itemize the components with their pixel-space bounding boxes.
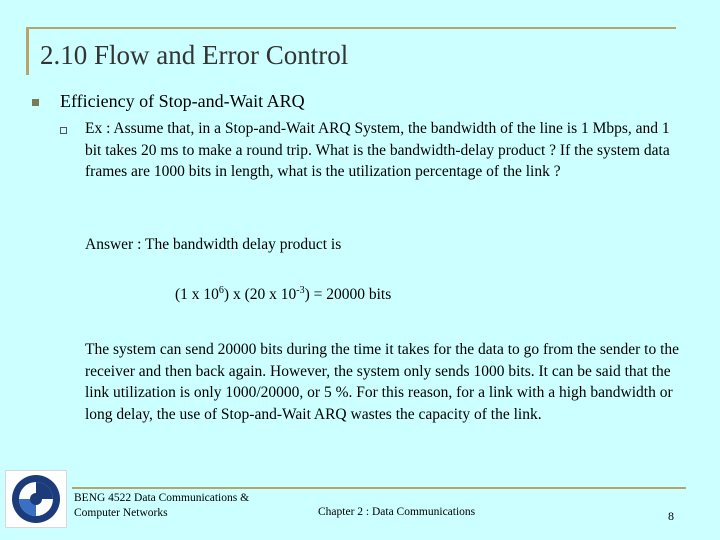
equation-exponent: 6	[218, 284, 224, 296]
footer-course: BENG 4522 Data Communications & Computer Networks	[74, 492, 250, 519]
university-logo-icon	[5, 470, 67, 528]
slide-title: 2.10 Flow and Error Control	[40, 40, 349, 70]
equation	[175, 286, 391, 304]
example-text: Ex : Assume that, in a Stop-and-Wait ARQ System, the bandwidth of the line is 1 Mbps, and 1 bit takes 20 ms to make a round trip. What is the bandwidth-delay product ? If the system data frames are 1000 bits in length, what is the utilization percentage of the link ?	[85, 120, 670, 180]
equation-part: ) x (20 x 10	[223, 286, 297, 303]
footer-divider	[72, 487, 686, 489]
square-bullet-icon	[32, 99, 39, 106]
explanation-text: The system can send 20000 bits during the time it takes for the data to go from the sender to the receiver and then back again. However, the system only sends 1000 bits. It can be said that the link utilization is only 1000/20000, or 5 %. For this reason, for a link with a high bandwidth or long delay, the use of Stop-and-Wait ARQ wastes the capacity of the link.	[85, 341, 680, 423]
answer-intro: Answer : The bandwidth delay product is	[85, 236, 342, 253]
page-number: 8	[668, 509, 674, 523]
equation-part: (1 x 10	[175, 286, 219, 303]
equation-exponent: -3	[296, 284, 305, 296]
equation-part: ) = 20000 bits	[304, 286, 392, 303]
footer-chapter: Chapter 2 : Data Communications	[318, 506, 476, 518]
heading-bullet: Efficiency of Stop-and-Wait ARQ	[60, 91, 305, 111]
hollow-square-bullet-icon	[60, 127, 67, 134]
